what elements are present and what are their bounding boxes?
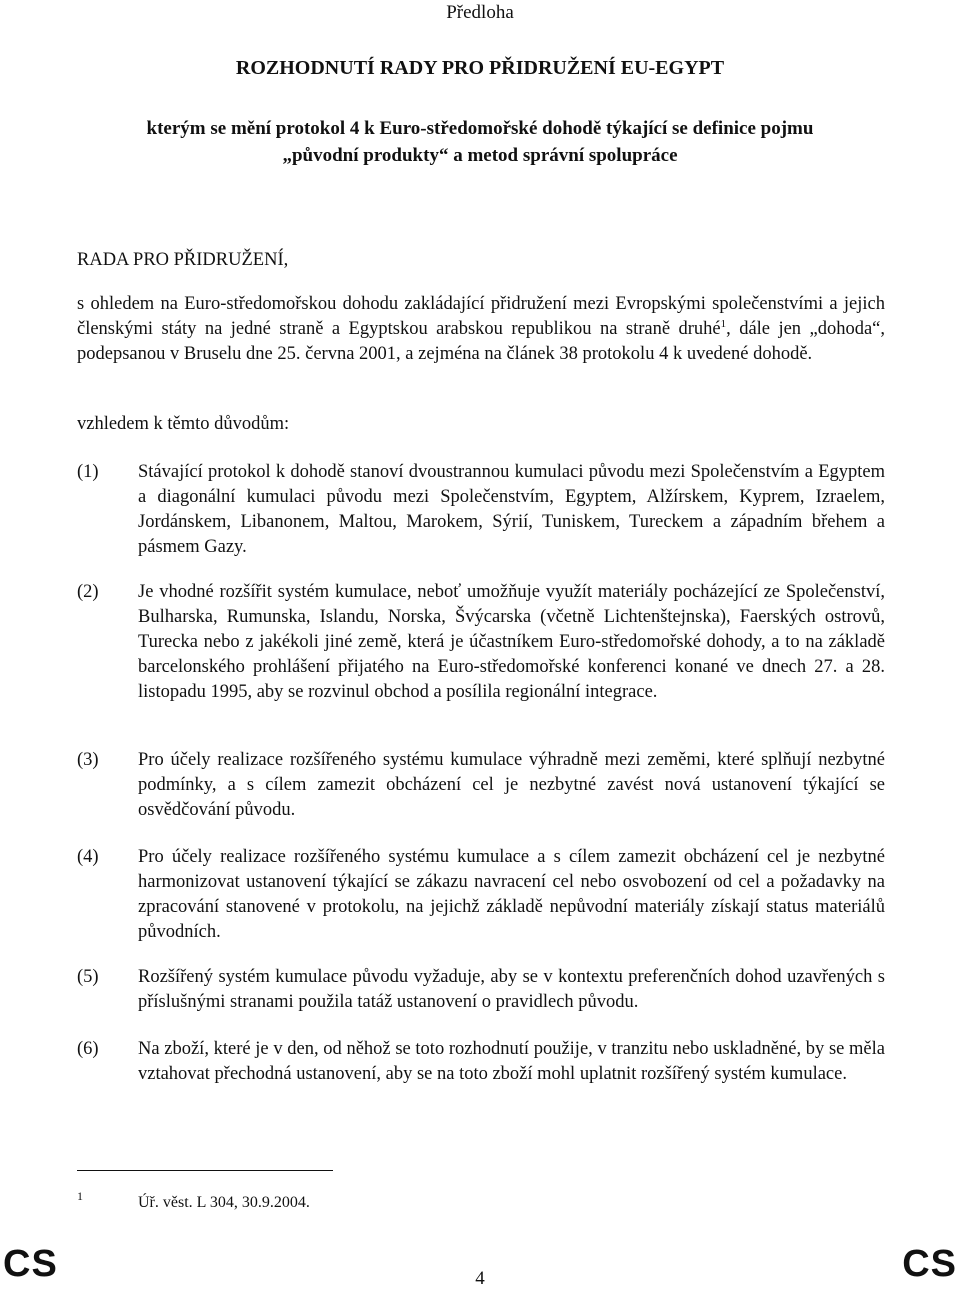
whereas-heading: vzhledem k těmto důvodům: <box>77 414 290 434</box>
council-heading: RADA PRO PŘIDRUŽENÍ, <box>77 250 289 270</box>
document-subtitle-line-2: „původní produkty“ a metod správní spolupráce <box>282 145 678 166</box>
recital-text-6: Na zboží, které je v den, od něhož se toto rozhodnutí použije, v tranzitu nebo uskladněné, by se měla vztahovat přechodná ustanovení, aby se na toto zboží mohl uplatnit rozšířený systém kumulace. <box>138 1039 885 1084</box>
recital-text-4: Pro účely realizace rozšířeného systému kumulace a s cílem zamezit obcházení cel je nezbytné harmonizovat ustanovení týkající se zákazu navracení cel nebo osvobození od cel a požadavky na zpracování stanovené v protokolu, na jejichž základě nepůvodní materiály získají status materiálů původních. <box>138 847 885 942</box>
page-number: 4 <box>475 1268 485 1289</box>
recital-number-2: (2) <box>77 582 99 602</box>
language-code-right: CS <box>902 1243 957 1285</box>
footnote-text: Úř. věst. L 304, 30.9.2004. <box>138 1194 310 1211</box>
document-title: ROZHODNUTÍ RADY PRO PŘIDRUŽENÍ EU-EGYPT <box>235 57 725 79</box>
recital-text-1: Stávající protokol k dohodě stanoví dvoustrannou kumulaci původu mezi Společenstvím a Egyptem a diagonální kumulaci původu mezi Společenstvím, Egyptem, Alžírskem, Kyprem, Izraelem, Jordánskem, Libanonem, Maltou, Marokem, Sýrií, Tuniskem, Tureckem a západním břehem a pásmem Gazy. <box>138 462 885 557</box>
recital-text-5: Rozšířený systém kumulace původu vyžaduje, aby se v kontextu preferenčních dohod uzavřených s příslušnými stranami použila tatáž ustanovení o pravidlech původu. <box>138 967 885 1012</box>
recital-intro <box>77 292 885 367</box>
recital-number-1: (1) <box>77 462 99 482</box>
document-label: Předloha <box>446 2 514 23</box>
footnote-number: 1 <box>77 1189 83 1203</box>
recital-number-6: (6) <box>77 1039 99 1059</box>
recital-number-3: (3) <box>77 750 99 770</box>
recital-number-5: (5) <box>77 967 99 987</box>
footnote-separator <box>77 1170 333 1171</box>
recital-intro-text-continued: , dále jen „dohoda“, podepsanou v Bruselu dne 25. června 2001, a zejména na článek 38 protokolu 4 k uvedené dohodě. <box>77 319 886 364</box>
recital-text-3: Pro účely realizace rozšířeného systému kumulace výhradně mezi zeměmi, které splňují nezbytné podmínky, a s cílem zamezit obcházení cel je nezbytné zavést nová ustanovení týkající se osvědčování původu. <box>138 750 885 820</box>
document-subtitle-line-1: kterým se mění protokol 4 k Euro-středomořské dohodě týkající se definice pojmu <box>146 118 814 139</box>
language-code-left: CS <box>3 1243 58 1285</box>
recital-number-4: (4) <box>77 847 99 867</box>
recital-intro-text: s ohledem na Euro-středomořskou dohodu zakládající přidružení mezi Evropskými společenstvími a jejich členskými státy na jedné straně a Egyptskou arabskou republikou na straně druhé <box>77 294 885 339</box>
footnote-reference: 1 <box>720 317 727 330</box>
recital-text-2: Je vhodné rozšířit systém kumulace, neboť umožňuje využít materiály pocházející ze Společenství, Bulharska, Rumunska, Islandu, Norska, Švýcarska (včetně Lichtenštejnska), Faerských ostrovů, Turecka nebo z jakékoli jiné země, která je účastníkem Euro-středomořské dohody, a to na základě barcelonského prohlášení přijatého na Euro-středomořské konferenci konané ve dnech 27. a 28. listopadu 1995, aby se rozvinul obchod a posílila regionální integrace. <box>138 582 885 702</box>
